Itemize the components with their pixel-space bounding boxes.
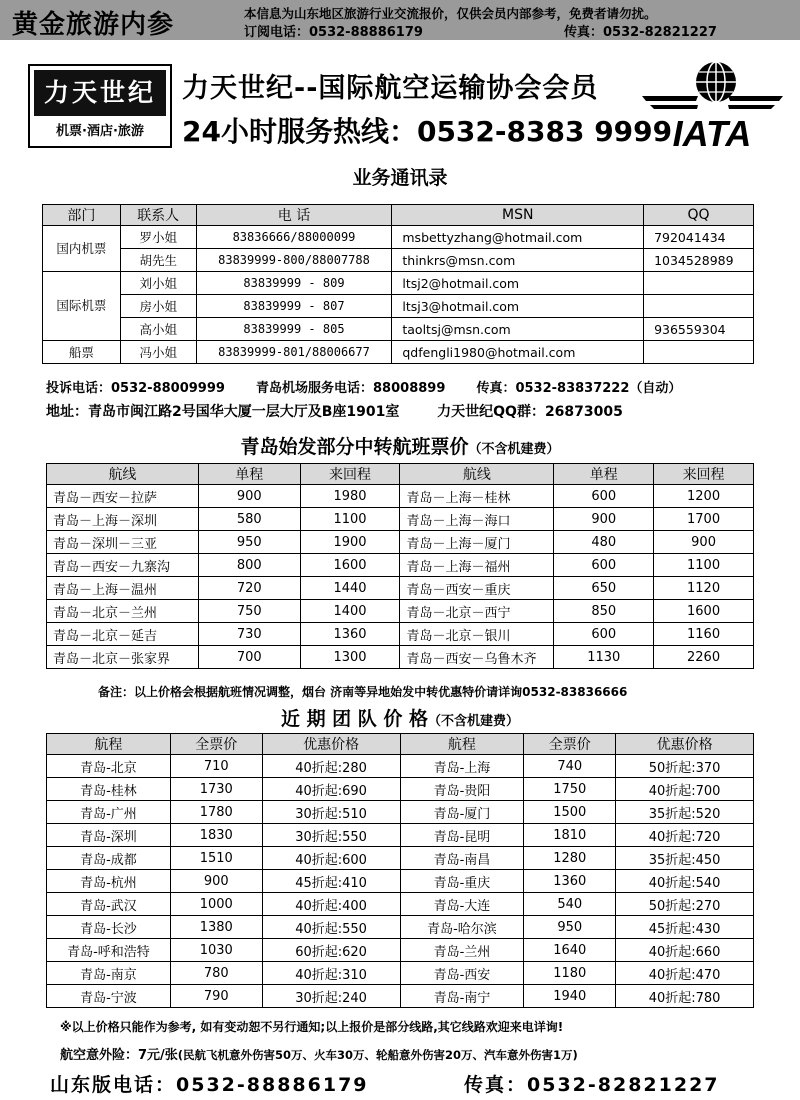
route-cell: 青岛-北京 xyxy=(47,755,171,778)
phone-cell: 83839999 - 807 xyxy=(196,295,392,318)
discount-price-cell: 40折起:550 xyxy=(262,916,400,939)
round-trip-price-cell: 1600 xyxy=(300,554,400,577)
route-cell: 青岛-昆明 xyxy=(400,824,524,847)
discount-price-cell: 40折起:280 xyxy=(262,755,400,778)
route-cell: 青岛-杭州 xyxy=(47,870,171,893)
table-row xyxy=(43,272,754,295)
column-header: 航线 xyxy=(400,464,554,485)
full-fare-cell: 1000 xyxy=(170,893,262,916)
column-header: 联系人 xyxy=(120,205,196,226)
round-trip-price-cell: 2260 xyxy=(654,646,754,669)
discount-price-cell: 40折起:310 xyxy=(262,962,400,985)
column-header: 来回程 xyxy=(654,464,754,485)
auto-fax: 传真：0532-83837222（自动） xyxy=(476,381,682,396)
order-phone: 订阅电话：0532-88886179 xyxy=(244,25,423,40)
full-fare-cell: 950 xyxy=(524,916,616,939)
full-fare-cell: 900 xyxy=(170,870,262,893)
route-cell: 青岛－西安－乌鲁木齐 xyxy=(400,646,554,669)
column-header: 全票价 xyxy=(170,734,262,755)
full-fare-cell: 1280 xyxy=(524,847,616,870)
column-header: 部门 xyxy=(43,205,121,226)
one-way-price-cell: 650 xyxy=(554,577,654,600)
phone-cell: 83839999 - 805 xyxy=(196,318,392,341)
one-way-price-cell: 900 xyxy=(198,485,300,508)
discount-price-cell: 60折起:620 xyxy=(262,939,400,962)
round-trip-price-cell: 1300 xyxy=(300,646,400,669)
table-row xyxy=(43,226,754,249)
phone-cell: 83836666/88000099 xyxy=(196,226,392,249)
company-headline: 力天世纪--国际航空运输协会会员 xyxy=(182,73,599,104)
discount-price-cell: 40折起:600 xyxy=(262,847,400,870)
discount-price-cell: 35折起:520 xyxy=(616,801,754,824)
table-row xyxy=(47,847,754,870)
company-logo xyxy=(28,64,172,148)
one-way-price-cell: 600 xyxy=(554,623,654,646)
column-header: 全票价 xyxy=(524,734,616,755)
discount-price-cell: 40折起:700 xyxy=(616,778,754,801)
discount-price-cell: 40折起:540 xyxy=(616,870,754,893)
table-row xyxy=(47,801,754,824)
route-cell: 青岛－北京－兰州 xyxy=(47,600,199,623)
route-cell: 青岛－西安－拉萨 xyxy=(47,485,199,508)
one-way-price-cell: 750 xyxy=(198,600,300,623)
insurance-label: 航空意外险：7元/张 xyxy=(60,1048,178,1063)
route-cell: 青岛-广州 xyxy=(47,801,171,824)
route-cell: 青岛-西安 xyxy=(400,962,524,985)
route-cell: 青岛-宁波 xyxy=(47,985,171,1008)
phone-cell: 83839999-800/88007788 xyxy=(196,249,392,272)
one-way-price-cell: 1130 xyxy=(554,646,654,669)
header-fax: 传真：0532-82821227 xyxy=(564,25,717,40)
table-row xyxy=(47,508,754,531)
contact-cell: 高小姐 xyxy=(120,318,196,341)
qq-group: 力天世纪QQ群：26873005 xyxy=(437,404,623,420)
qq-cell xyxy=(644,272,754,295)
route-cell: 青岛-武汉 xyxy=(47,893,171,916)
transfer-price-table xyxy=(46,463,754,669)
one-way-price-cell: 580 xyxy=(198,508,300,531)
msn-cell: ltsj3@hotmail.com xyxy=(392,295,644,318)
transfer-title-text: 青岛始发部分中转航班票价 xyxy=(240,436,469,458)
table-row xyxy=(47,646,754,669)
msn-cell: taoltsj@msn.com xyxy=(392,318,644,341)
table-row xyxy=(47,623,754,646)
discount-price-cell: 50折起:270 xyxy=(616,893,754,916)
table-row xyxy=(43,295,754,318)
phone-cell: 83839999-801/88006677 xyxy=(196,341,392,364)
column-header: 航程 xyxy=(400,734,524,755)
contact-cell: 房小姐 xyxy=(120,295,196,318)
table-row xyxy=(47,531,754,554)
route-cell: 青岛－上海－深圳 xyxy=(47,508,199,531)
transfer-title-note: （不含机建费） xyxy=(468,442,560,457)
discount-price-cell: 40折起:690 xyxy=(262,778,400,801)
column-header: 单程 xyxy=(198,464,300,485)
discount-price-cell: 40折起:660 xyxy=(616,939,754,962)
table-row xyxy=(47,755,754,778)
full-fare-cell: 1940 xyxy=(524,985,616,1008)
full-fare-cell: 1510 xyxy=(170,847,262,870)
route-cell: 青岛-南昌 xyxy=(400,847,524,870)
phone-cell: 83839999 - 809 xyxy=(196,272,392,295)
route-cell: 青岛-上海 xyxy=(400,755,524,778)
route-cell: 青岛－上海－厦门 xyxy=(400,531,554,554)
column-header: 来回程 xyxy=(300,464,400,485)
complaint-phone: 投诉电话：0532-88009999 xyxy=(46,381,225,396)
discount-price-cell: 45折起:430 xyxy=(616,916,754,939)
full-fare-cell: 540 xyxy=(524,893,616,916)
full-fare-cell: 1640 xyxy=(524,939,616,962)
discount-price-cell: 40折起:720 xyxy=(616,824,754,847)
full-fare-cell: 1810 xyxy=(524,824,616,847)
dept-cell: 船票 xyxy=(43,341,121,364)
route-cell: 青岛-成都 xyxy=(47,847,171,870)
logo-subtitle: 机票·酒店·旅游 xyxy=(56,124,144,139)
qq-cell: 792041434 xyxy=(644,226,754,249)
table-row xyxy=(47,893,754,916)
qq-cell: 1034528989 xyxy=(644,249,754,272)
route-cell: 青岛-重庆 xyxy=(400,870,524,893)
round-trip-price-cell: 1900 xyxy=(300,531,400,554)
qq-cell xyxy=(644,295,754,318)
table-header-row xyxy=(47,464,754,485)
full-fare-cell: 1380 xyxy=(170,916,262,939)
one-way-price-cell: 720 xyxy=(198,577,300,600)
directory-title: 业务通讯录 xyxy=(352,167,448,189)
route-cell: 青岛-长沙 xyxy=(47,916,171,939)
one-way-price-cell: 730 xyxy=(198,623,300,646)
address-line xyxy=(46,401,623,421)
table-row xyxy=(47,485,754,508)
route-cell: 青岛-贵阳 xyxy=(400,778,524,801)
table-row xyxy=(47,985,754,1008)
round-trip-price-cell: 1120 xyxy=(654,577,754,600)
logo-text: 力天世纪 xyxy=(34,70,166,116)
one-way-price-cell: 900 xyxy=(554,508,654,531)
route-cell: 青岛-兰州 xyxy=(400,939,524,962)
full-fare-cell: 1180 xyxy=(524,962,616,985)
column-header: 电 话 xyxy=(196,205,392,226)
discount-price-cell: 40折起:470 xyxy=(616,962,754,985)
airport-phone: 青岛机场服务电话：88008899 xyxy=(256,381,446,396)
full-fare-cell: 1030 xyxy=(170,939,262,962)
address: 地址：青岛市闽江路2号国华大厦一层大厅及B座1901室 xyxy=(46,404,400,420)
transfer-title xyxy=(0,432,800,459)
round-trip-price-cell: 900 xyxy=(654,531,754,554)
round-trip-price-cell: 1360 xyxy=(300,623,400,646)
column-header: 航线 xyxy=(47,464,199,485)
route-cell: 青岛－西安－九寨沟 xyxy=(47,554,199,577)
qq-cell: 936559304 xyxy=(644,318,754,341)
directory-table xyxy=(42,204,754,364)
discount-price-cell: 45折起:410 xyxy=(262,870,400,893)
table-row xyxy=(47,554,754,577)
round-trip-price-cell: 1200 xyxy=(654,485,754,508)
bottom-phone: 山东版电话：0532-88886179 xyxy=(50,1074,369,1096)
full-fare-cell: 1360 xyxy=(524,870,616,893)
insurance-line xyxy=(60,1044,578,1063)
insurance-detail: (民航飞机意外伤害50万、火车30万、轮船意外伤害20万、汽车意外伤害1万) xyxy=(177,1048,578,1062)
column-header: 航程 xyxy=(47,734,171,755)
route-cell: 青岛－上海－福州 xyxy=(400,554,554,577)
table-row xyxy=(47,916,754,939)
route-cell: 青岛-桂林 xyxy=(47,778,171,801)
msn-cell: ltsj2@hotmail.com xyxy=(392,272,644,295)
bottom-fax: 传真：0532-82821227 xyxy=(464,1074,720,1096)
publication-title: 黄金旅游内参 xyxy=(12,10,175,40)
table-row xyxy=(43,318,754,341)
route-cell: 青岛－北京－张家界 xyxy=(47,646,199,669)
full-fare-cell: 1730 xyxy=(170,778,262,801)
dept-cell: 国内机票 xyxy=(43,226,121,272)
discount-price-cell: 35折起:450 xyxy=(616,847,754,870)
table-row xyxy=(47,577,754,600)
msn-cell: msbettyzhang@hotmail.com xyxy=(392,226,644,249)
round-trip-price-cell: 1440 xyxy=(300,577,400,600)
top-banner xyxy=(0,0,800,40)
route-cell: 青岛－上海－海口 xyxy=(400,508,554,531)
route-cell: 青岛-厦门 xyxy=(400,801,524,824)
column-header: QQ xyxy=(644,205,754,226)
one-way-price-cell: 950 xyxy=(198,531,300,554)
iata-logo-icon xyxy=(640,58,785,153)
full-fare-cell: 780 xyxy=(170,962,262,985)
route-cell: 青岛－北京－延吉 xyxy=(47,623,199,646)
contact-cell: 罗小姐 xyxy=(120,226,196,249)
round-trip-price-cell: 1100 xyxy=(654,554,754,577)
route-cell: 青岛-呼和浩特 xyxy=(47,939,171,962)
transfer-note: 备注：以上价格会根据航班情况调整，烟台 济南等异地始发中转优惠特价请详询0532-83836666 xyxy=(98,685,628,699)
route-cell: 青岛-南宁 xyxy=(400,985,524,1008)
route-cell: 青岛-南京 xyxy=(47,962,171,985)
table-header-row xyxy=(43,205,754,226)
table-row xyxy=(47,939,754,962)
table-row xyxy=(47,962,754,985)
full-fare-cell: 740 xyxy=(524,755,616,778)
group-title-note: （不含机建费） xyxy=(428,714,520,729)
group-title xyxy=(0,704,800,731)
full-fare-cell: 1830 xyxy=(170,824,262,847)
discount-price-cell: 50折起:370 xyxy=(616,755,754,778)
route-cell: 青岛－北京－西宁 xyxy=(400,600,554,623)
round-trip-price-cell: 1160 xyxy=(654,623,754,646)
group-price-table xyxy=(46,733,754,1008)
price-disclaimer: ※以上价格只能作为参考, 如有变动恕不另行通知;以上报价是部分线路,其它线路欢迎来电详询! xyxy=(60,1020,564,1034)
table-row xyxy=(47,824,754,847)
iata-text: IATA xyxy=(672,113,752,153)
route-cell: 青岛－西安－重庆 xyxy=(400,577,554,600)
contact-info-line xyxy=(46,377,681,396)
route-cell: 青岛－深圳－三亚 xyxy=(47,531,199,554)
full-fare-cell: 1780 xyxy=(170,801,262,824)
discount-price-cell: 40折起:400 xyxy=(262,893,400,916)
round-trip-price-cell: 1980 xyxy=(300,485,400,508)
one-way-price-cell: 800 xyxy=(198,554,300,577)
full-fare-cell: 1500 xyxy=(524,801,616,824)
dept-cell: 国际机票 xyxy=(43,272,121,341)
bottom-contact xyxy=(50,1070,720,1097)
column-header: 优惠价格 xyxy=(262,734,400,755)
table-row xyxy=(47,600,754,623)
route-cell: 青岛-哈尔滨 xyxy=(400,916,524,939)
round-trip-price-cell: 1700 xyxy=(654,508,754,531)
round-trip-price-cell: 1100 xyxy=(300,508,400,531)
qq-cell xyxy=(644,341,754,364)
one-way-price-cell: 600 xyxy=(554,485,654,508)
contact-cell: 冯小姐 xyxy=(120,341,196,364)
msn-cell: thinkrs@msn.com xyxy=(392,249,644,272)
discount-price-cell: 30折起:550 xyxy=(262,824,400,847)
table-header-row xyxy=(47,734,754,755)
one-way-price-cell: 700 xyxy=(198,646,300,669)
group-title-text: 近 期 团 队 价 格 xyxy=(280,708,429,730)
table-row xyxy=(43,249,754,272)
route-cell: 青岛-大连 xyxy=(400,893,524,916)
table-row xyxy=(47,778,754,801)
contact-cell: 刘小姐 xyxy=(120,272,196,295)
full-fare-cell: 790 xyxy=(170,985,262,1008)
one-way-price-cell: 480 xyxy=(554,531,654,554)
column-header: MSN xyxy=(392,205,644,226)
contact-cell: 胡先生 xyxy=(120,249,196,272)
msn-cell: qdfengli1980@hotmail.com xyxy=(392,341,644,364)
table-row xyxy=(47,870,754,893)
route-cell: 青岛-深圳 xyxy=(47,824,171,847)
route-cell: 青岛－北京－银川 xyxy=(400,623,554,646)
one-way-price-cell: 600 xyxy=(554,554,654,577)
table-row xyxy=(43,341,754,364)
column-header: 单程 xyxy=(554,464,654,485)
full-fare-cell: 1750 xyxy=(524,778,616,801)
discount-price-cell: 30折起:510 xyxy=(262,801,400,824)
route-cell: 青岛－上海－桂林 xyxy=(400,485,554,508)
column-header: 优惠价格 xyxy=(616,734,754,755)
discount-price-cell: 30折起:240 xyxy=(262,985,400,1008)
discount-price-cell: 40折起:780 xyxy=(616,985,754,1008)
one-way-price-cell: 850 xyxy=(554,600,654,623)
notice-text: 本信息为山东地区旅游行业交流报价，仅供会员内部参考，免费者请勿扰。 xyxy=(244,6,657,21)
service-hotline: 24小时服务热线：0532-8383 9999 xyxy=(182,115,673,148)
full-fare-cell: 710 xyxy=(170,755,262,778)
route-cell: 青岛－上海－温州 xyxy=(47,577,199,600)
round-trip-price-cell: 1400 xyxy=(300,600,400,623)
round-trip-price-cell: 1600 xyxy=(654,600,754,623)
